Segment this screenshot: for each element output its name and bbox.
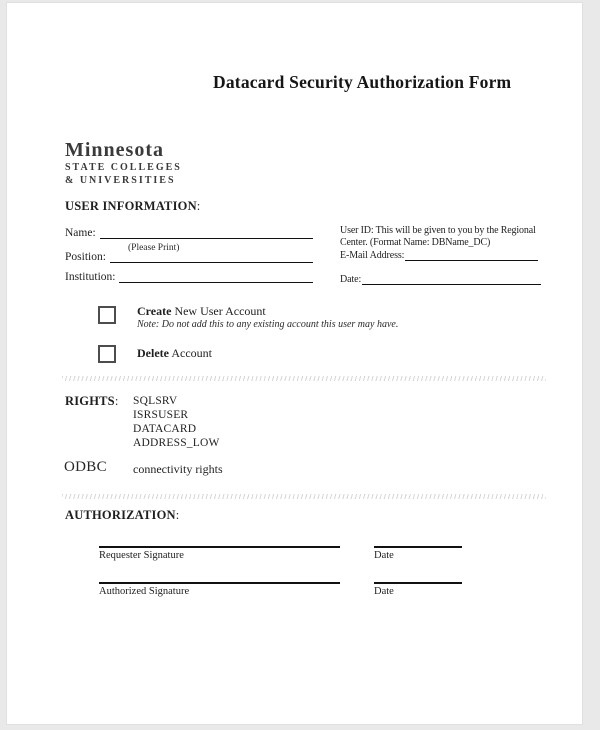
authorization-heading: AUTHORIZATION: bbox=[65, 508, 180, 522]
rights-item: DATACARD bbox=[133, 423, 197, 435]
rights-heading: RIGHTS: bbox=[65, 394, 119, 408]
institution-input-line[interactable] bbox=[119, 270, 313, 283]
user-information-heading: USER INFORMATION: bbox=[65, 199, 201, 213]
requester-signature-label: Requester Signature bbox=[99, 550, 184, 561]
logo-line-state-colleges: STATE COLLEGES bbox=[65, 162, 182, 173]
authorized-date-line[interactable] bbox=[374, 582, 462, 584]
please-print-note: (Please Print) bbox=[128, 243, 180, 253]
email-input-line[interactable] bbox=[405, 249, 538, 261]
date-label: Date: bbox=[340, 274, 362, 285]
rights-list bbox=[133, 394, 220, 450]
delete-account-checkbox[interactable] bbox=[98, 345, 116, 363]
create-account-label: Create New User Account bbox=[137, 304, 266, 318]
authorized-signature-line[interactable] bbox=[99, 582, 340, 584]
requester-signature-line[interactable] bbox=[99, 546, 340, 548]
institution-label: Institution: bbox=[65, 271, 116, 283]
name-label: Name: bbox=[65, 227, 96, 239]
logo-line-minnesota: Minnesota bbox=[65, 139, 164, 161]
create-account-note: Note: Do not add this to any existing account this user may have. bbox=[137, 319, 399, 330]
position-field-row bbox=[65, 250, 313, 263]
create-account-checkbox[interactable] bbox=[98, 306, 116, 324]
odbc-label: ODBC bbox=[64, 459, 107, 475]
requester-date-label: Date bbox=[374, 550, 394, 561]
user-id-instructions-line2: Center. (Format Name: DBName_DC) bbox=[340, 237, 491, 248]
position-input-line[interactable] bbox=[110, 250, 313, 263]
date-field-row bbox=[340, 273, 541, 285]
authorized-date-label: Date bbox=[374, 586, 394, 597]
mnscu-logo bbox=[65, 140, 182, 186]
odbc-description: connectivity rights bbox=[133, 462, 223, 476]
rights-item: ISRSUSER bbox=[133, 409, 189, 421]
section-divider-top bbox=[62, 376, 546, 381]
logo-line-universities: & UNIVERSITIES bbox=[65, 175, 176, 186]
authorized-signature-label: Authorized Signature bbox=[99, 586, 190, 597]
institution-field-row bbox=[65, 270, 313, 283]
email-field-row bbox=[340, 249, 538, 261]
name-field-row bbox=[65, 226, 313, 239]
requester-date-line[interactable] bbox=[374, 546, 462, 548]
rights-item: SQLSRV bbox=[133, 395, 178, 407]
section-divider-bottom bbox=[62, 494, 546, 499]
page-title: Datacard Security Authorization Form bbox=[213, 72, 512, 92]
rights-item: ADDRESS_LOW bbox=[133, 437, 220, 449]
user-id-instructions-line1: User ID: This will be given to you by the Regional bbox=[340, 225, 536, 236]
position-label: Position: bbox=[65, 251, 106, 263]
document-page bbox=[6, 2, 583, 725]
delete-account-label: Delete Account bbox=[137, 346, 212, 360]
date-input-line[interactable] bbox=[362, 273, 541, 285]
name-input-line[interactable] bbox=[100, 226, 313, 239]
email-label: E-Mail Address: bbox=[340, 250, 405, 261]
